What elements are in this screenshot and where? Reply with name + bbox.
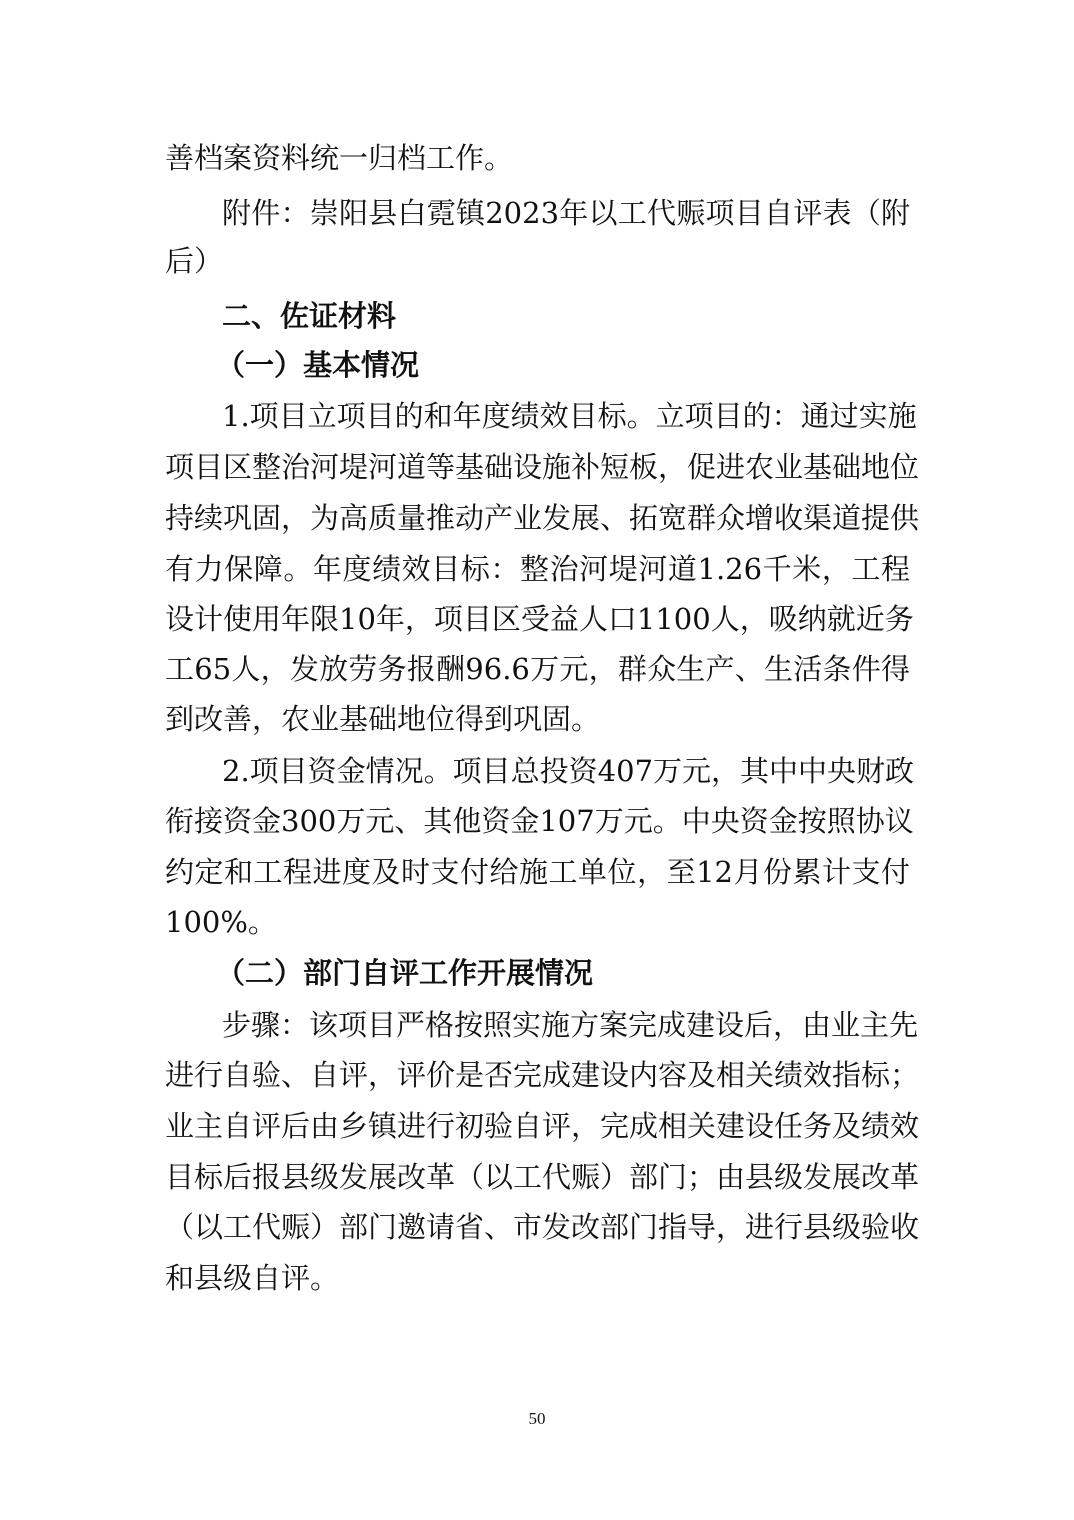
body-line: 工65人，发放劳务报酬96.6万元，群众生产、生活条件得: [165, 652, 910, 686]
body-line: 设计使用年限10年，项目区受益人口1100人，吸纳就近务: [165, 602, 914, 636]
page-number: 50: [528, 1409, 546, 1428]
body-line: 和县级自评。: [165, 1261, 340, 1295]
section-heading: 二、佐证材料: [222, 299, 397, 333]
body-line: 业主自评后由乡镇进行初验自评，完成相关建设任务及绩效: [165, 1109, 920, 1143]
body-line: 持续巩固，为高质量推动产业发展、拓宽群众增收渠道提供: [165, 501, 920, 535]
body-line: 2.项目资金情况。项目总投资407万元，其中中央财政: [222, 754, 915, 788]
body-line: 善档案资料统一归档工作。: [165, 141, 514, 175]
body-line: 到改善，农业基础地位得到巩固。: [165, 702, 601, 736]
body-line: 附件：崇阳县白霓镇2023年以工代赈项目自评表（附: [222, 196, 910, 230]
body-line: 有力保障。年度绩效目标：整治河堤河道1.26千米，工程: [165, 552, 910, 586]
body-line: 衔接资金300万元、其他资金107万元。中央资金按照协议: [165, 804, 914, 838]
body-line: 100%。: [165, 905, 277, 939]
body-line: 后）: [165, 244, 224, 278]
body-line: （以工代赈）部门邀请省、市发改部门指导，进行县级验收: [165, 1210, 920, 1244]
subsection-heading: （一）基本情况: [216, 348, 420, 382]
body-line: 约定和工程进度及时支付给施工单位，至12月份累计支付: [165, 855, 910, 889]
body-line: 步骤：该项目严格按照实施方案完成建设后，由业主先: [222, 1008, 919, 1042]
body-line: 进行自验、自评，评价是否完成建设内容及相关绩效指标；: [165, 1058, 920, 1092]
body-line: 目标后报县级发展改革（以工代赈）部门；由县级发展改革: [165, 1160, 920, 1194]
subsection-heading: （二）部门自评工作开展情况: [216, 956, 594, 990]
body-line: 项目区整治河堤河道等基础设施补短板，促进农业基础地位: [165, 450, 920, 484]
body-line: 1.项目立项目的和年度绩效目标。立项目的：通过实施: [222, 399, 917, 433]
